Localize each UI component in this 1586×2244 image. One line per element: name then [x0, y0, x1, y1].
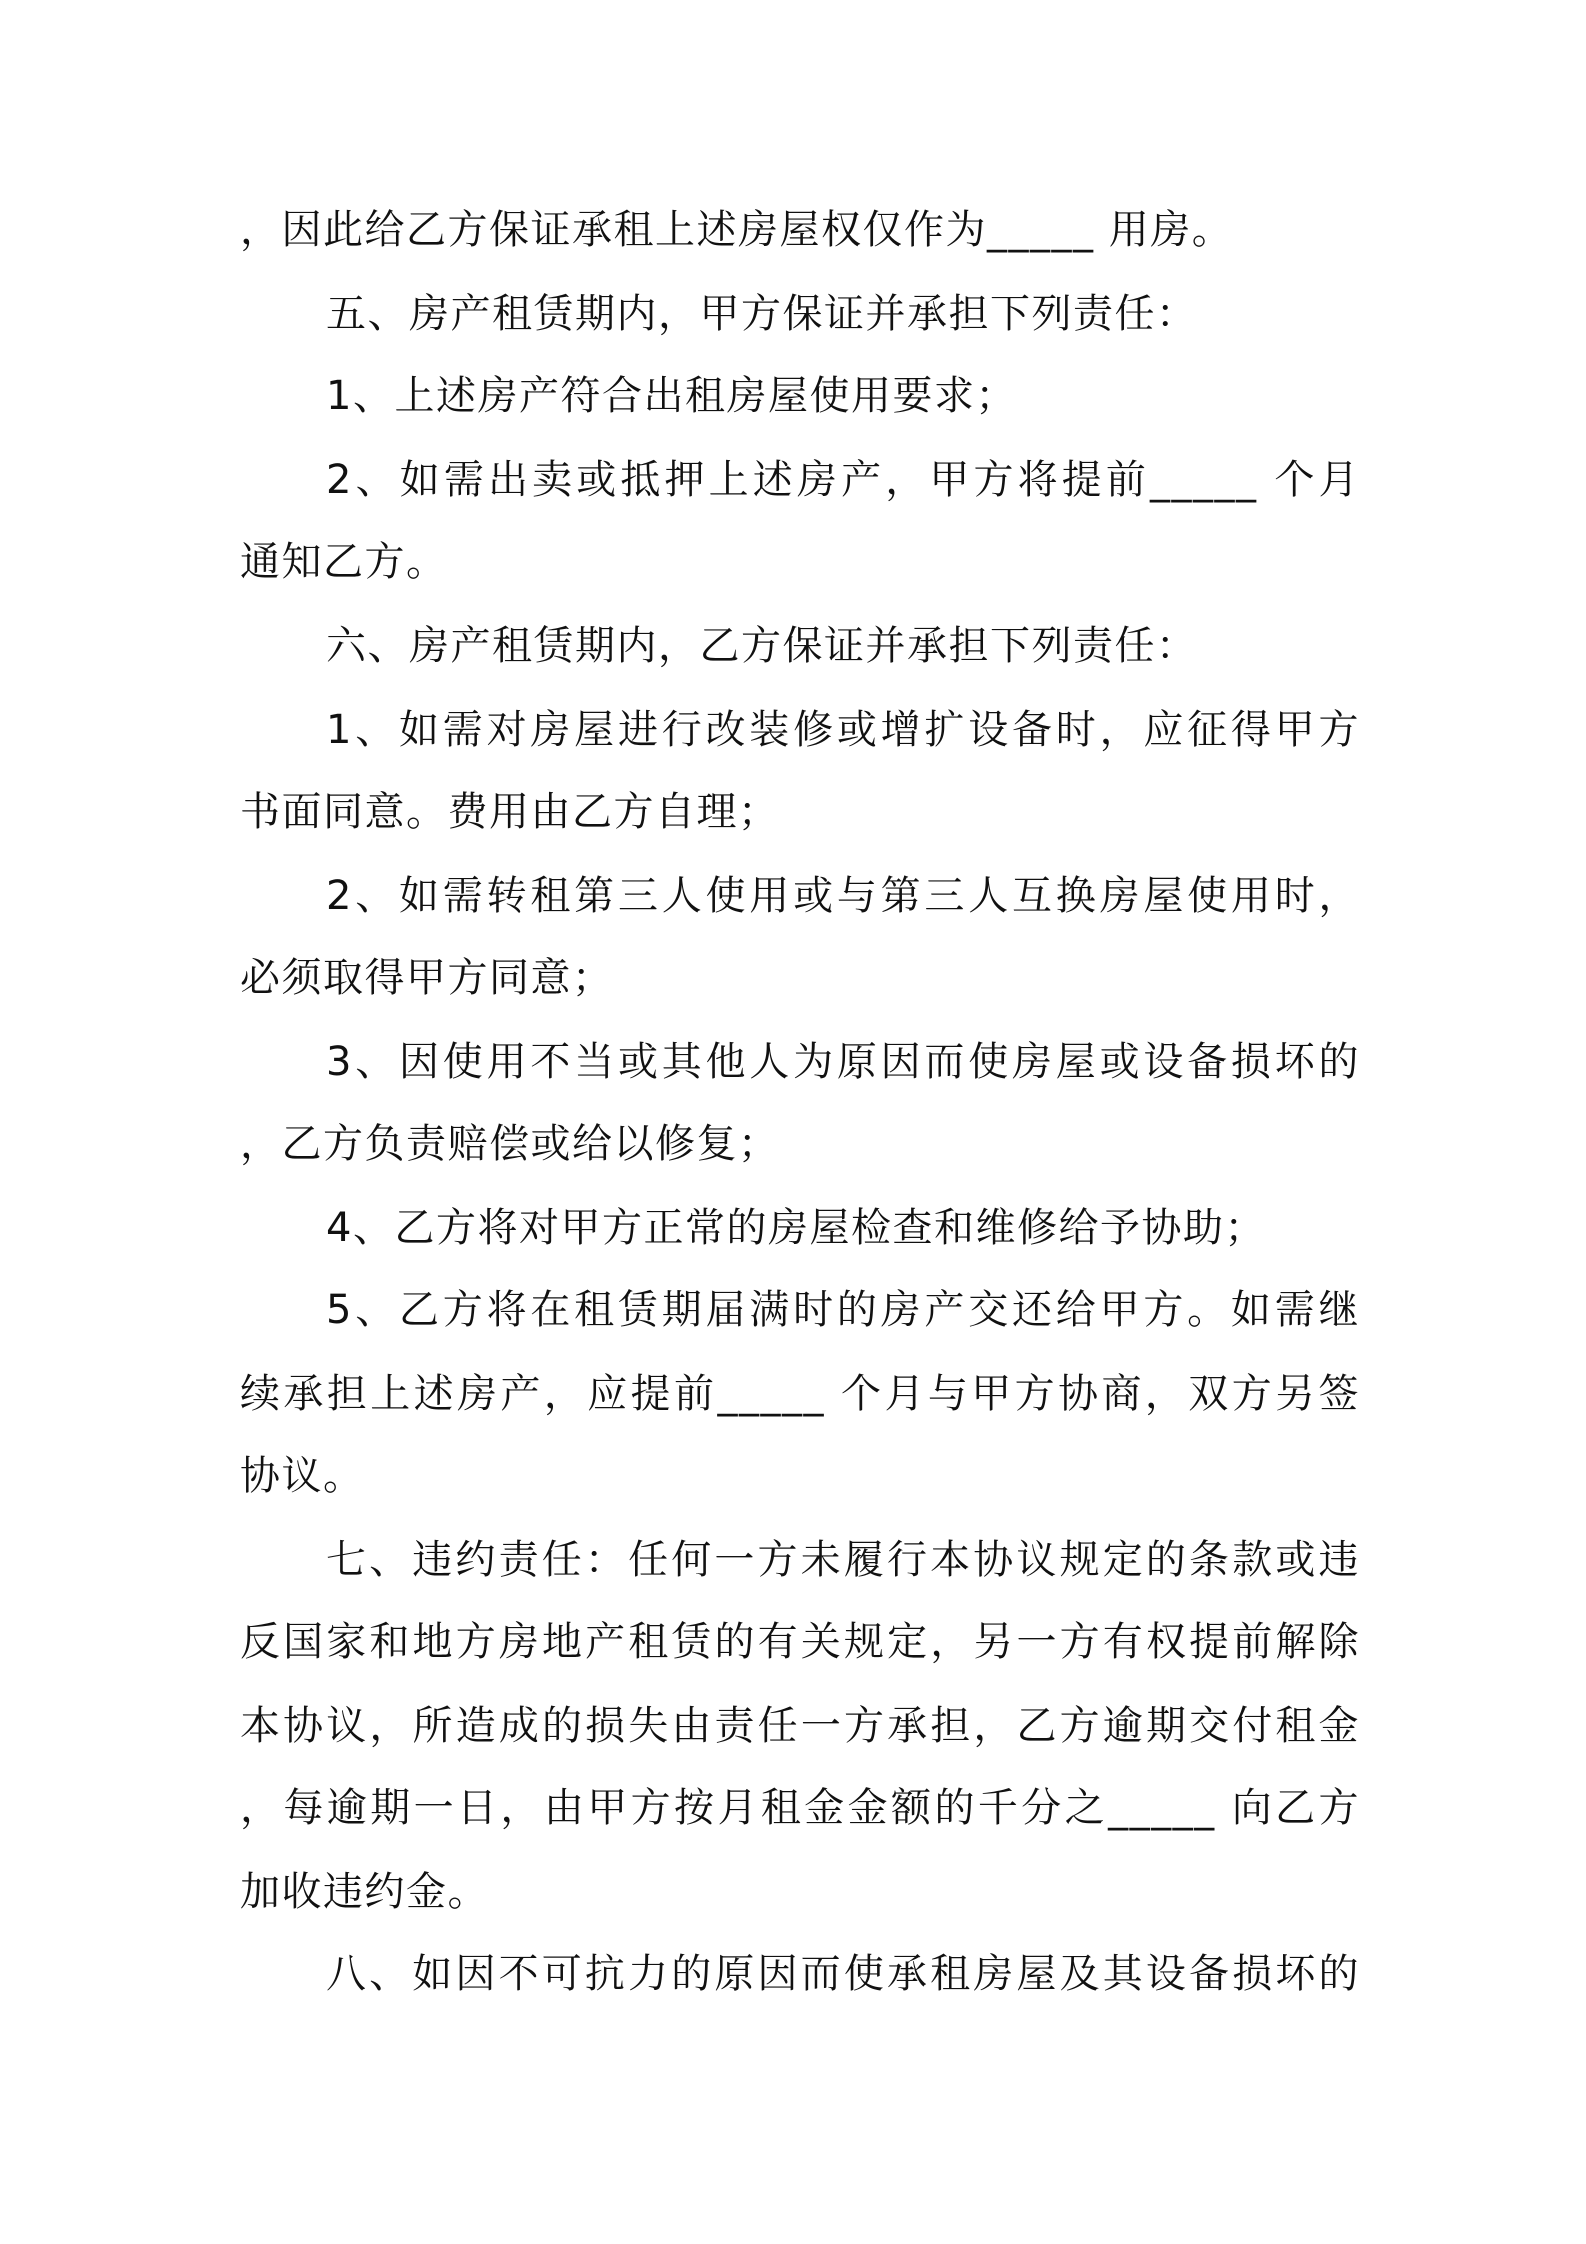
text-line: 书面同意。费用由乙方自理；	[240, 789, 780, 835]
text-line: 协议。	[240, 1453, 365, 1499]
section-heading: 六、房产租赁期内，乙方保证并承担下列责任：	[326, 623, 1198, 669]
list-item: 2、如需转租第三人使用或与第三人互换房屋使用时，	[326, 873, 1360, 919]
text-line: 本协议，所造成的损失由责任一方承担，乙方逾期交付租金	[240, 1703, 1360, 1749]
section-heading: 八、如因不可抗力的原因而使承租房屋及其设备损坏的	[326, 1951, 1360, 1997]
text-line: 反国家和地方房地产租赁的有关规定，另一方有权提前解除	[240, 1619, 1360, 1665]
text-line: ，因此给乙方保证承租上述房屋权仅作为_____ 用房。	[240, 207, 1234, 253]
text-line: 必须取得甲方同意；	[240, 955, 614, 1001]
text-line: ，每逾期一日，由甲方按月租金金额的千分之_____ 向乙方	[240, 1785, 1360, 1831]
text-line: 续承担上述房产，应提前_____ 个月与甲方协商，双方另签	[240, 1371, 1360, 1417]
list-item: 1、如需对房屋进行改装修或增扩设备时，应征得甲方	[326, 707, 1360, 753]
text-line: ，乙方负责赔偿或给以修复；	[240, 1121, 780, 1167]
list-item: 5、乙方将在租赁期届满时的房产交还给甲方。如需继	[326, 1287, 1360, 1333]
list-item: 2、如需出卖或抵押上述房产，甲方将提前_____ 个月	[326, 457, 1360, 503]
text-line: 通知乙方。	[240, 539, 448, 585]
text-line: 加收违约金。	[240, 1869, 489, 1915]
list-item: 1、上述房产符合出租房屋使用要求；	[326, 373, 1017, 419]
section-heading: 五、房产租赁期内，甲方保证并承担下列责任：	[326, 291, 1198, 337]
section-heading: 七、违约责任：任何一方未履行本协议规定的条款或违	[326, 1537, 1360, 1583]
list-item: 4、乙方将对甲方正常的房屋检查和维修给予协助；	[326, 1205, 1266, 1251]
list-item: 3、因使用不当或其他人为原因而使房屋或设备损坏的	[326, 1039, 1360, 1085]
